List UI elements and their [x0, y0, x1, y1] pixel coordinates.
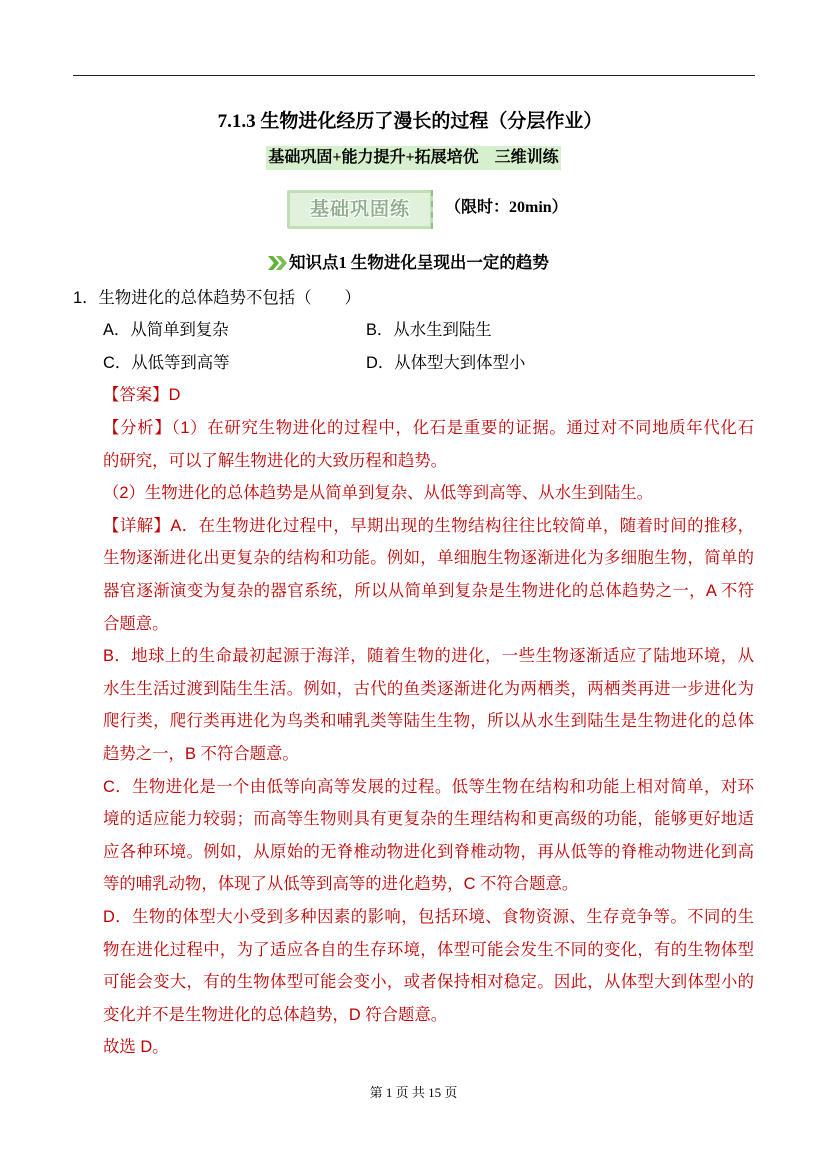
page-subtitle: 基础巩固+能力提升+拓展培优 三维训练 [266, 146, 560, 170]
double-chevron-right-icon [268, 256, 287, 270]
detail-line: 生物逐渐进化出更复杂的结构和功能。例如，单细胞生物逐渐进化为多细胞生物，简单的 [103, 549, 754, 568]
analysis-line: （2）生物进化的总体趋势是从简单到复杂、从低等到高等、从水生到陆生。 [103, 484, 654, 503]
question-stem-text: 生物进化的总体趋势不包括（ ） [98, 288, 361, 307]
page-footer: 第 1 页 共 15 页 [369, 1085, 458, 1100]
detail-line: 变化并不是生物进化的总体趋势，D 符合题意。 [103, 1005, 448, 1024]
question-stem [73, 282, 755, 315]
detail-line: B．地球上的生命最初起源于海洋，随着生物的进化，一些生物逐渐适应了陆地环境，从 [103, 647, 754, 666]
conclusion-line: 故选 D。 [103, 1038, 169, 1057]
time-limit: （限时：20min） [445, 199, 568, 216]
answer-line [103, 379, 754, 412]
option-c [103, 347, 230, 380]
detail-line: 合题意。 [103, 614, 169, 633]
question-number: 1． [73, 288, 99, 307]
options-row [73, 314, 755, 347]
option-text: 从水生到陆生 [393, 321, 492, 340]
option-d [366, 347, 525, 380]
detail-line: 水生生活过渡到陆生生活。例如，古代的鱼类逐渐进化为两栖类，两栖类再进一步进化为 [103, 679, 754, 698]
option-text: 从简单到复杂 [130, 321, 229, 340]
level-badge [287, 190, 433, 229]
detail-line: 物在进化过程中，为了适应各自的生存环境，体型可能会发生不同的变化，有的生物体型 [103, 940, 754, 959]
detail-line: 境的适应能力较弱；而高等生物则具有更复杂的生理结构和更高级的功能，能够更好地适 [103, 810, 754, 829]
detail-line: 等的哺乳动物，体现了从低等到高等的进化趋势，C 不符合题意。 [103, 875, 579, 894]
option-label: A． [103, 321, 131, 340]
option-text: 从体型大到体型小 [394, 353, 526, 372]
subtitle-row [0, 146, 827, 170]
page-title: 7.1.3 生物进化经历了漫长的过程（分层作业） [217, 111, 603, 132]
level-badge-label: 基础巩固练 [309, 199, 410, 220]
detail-line: 【详解】A．在生物进化过程中，早期出现的生物结构往往比较简单，随着时间的推移， [103, 516, 754, 535]
answer-value: D [168, 386, 181, 405]
section-title: 知识点1 生物进化呈现出一定的趋势 [289, 253, 549, 272]
detail-line: 应各种环境。例如，从原始的无脊椎动物进化到脊椎动物，再从低等的脊椎动物进化到高 [103, 842, 754, 861]
option-b [366, 314, 492, 347]
option-label: B． [366, 321, 394, 340]
header-rule [73, 75, 755, 76]
analysis-line: 的研究，可以了解生物进化的大致历程和趋势。 [103, 451, 448, 470]
question-block [73, 282, 755, 1064]
detail-line: 趋势之一，B 不符合题意。 [103, 745, 299, 763]
detail-line: 器官逐渐演变为复杂的器官系统，所以从简单到复杂是生物进化的总体趋势之一，A 不符 [103, 582, 754, 601]
option-text: 从低等到高等 [131, 353, 230, 372]
detail-line: 爬行类，爬行类再进化为鸟类和哺乳类等陆生生物，所以从水生到陆生是生物进化的总体 [103, 712, 754, 731]
options-row [73, 347, 755, 380]
answer-label: 【答案】 [103, 386, 169, 405]
detail-line: D．生物的体型大小受到多种因素的影响，包括环境、食物资源、生存竞争等。不同的生 [103, 907, 754, 926]
option-label: C． [103, 353, 132, 372]
option-label: D． [366, 353, 395, 372]
analysis-line: 【分析】（1）在研究生物进化的过程中，化石是重要的证据。通过对不同地质年代化石 [103, 419, 754, 438]
detail-line: 可能会变大，有的生物体型可能会变小，或者保持相对稳定。因此，从体型大到体型小的 [103, 973, 754, 992]
option-a [103, 314, 229, 347]
detail-line: C．生物进化是一个由低等向高等发展的过程。低等生物在结构和功能上相对简单，对环 [103, 777, 754, 796]
section-heading [268, 252, 549, 274]
